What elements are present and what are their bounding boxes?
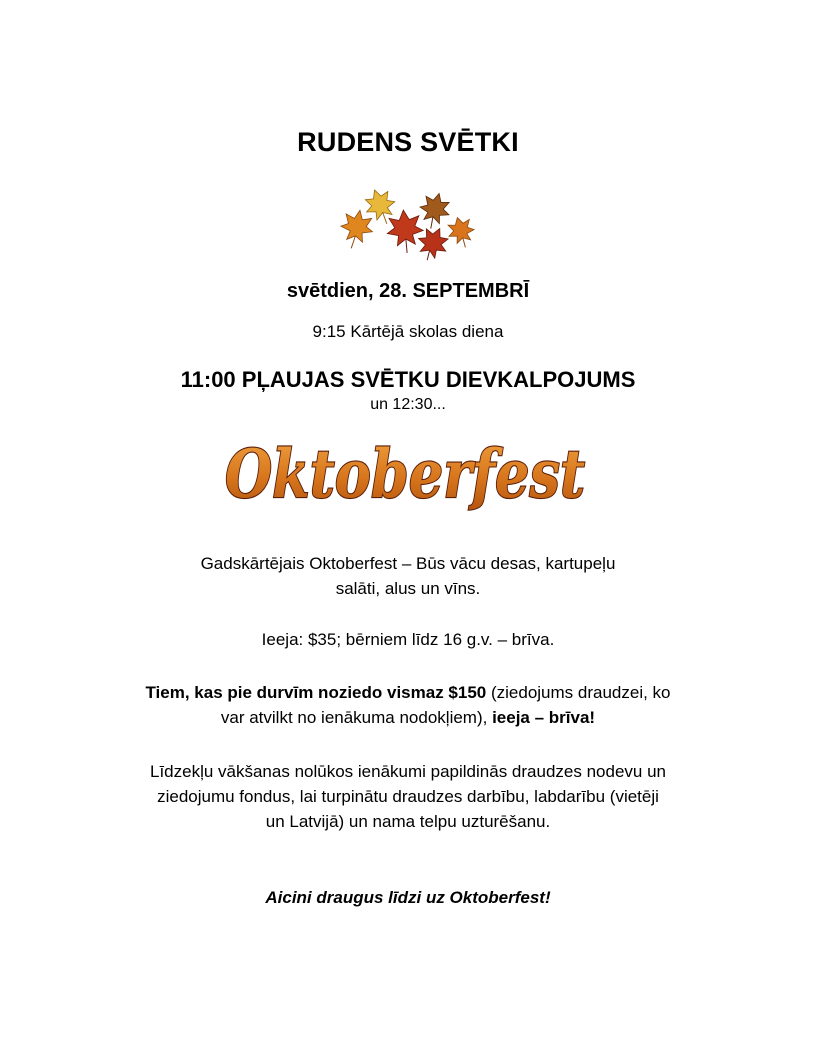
donation-bold-start: Tiem, kas pie durvīm noziedo vismaz $150	[145, 683, 487, 702]
donation-paragraph	[90, 680, 726, 730]
event-date: svētdien, 28. SEPTEMBRĪ	[286, 280, 530, 302]
fundraising-line-1: Līdzekļu vākšanas nolūkos ienākumi papildinās draudzes nodevu un	[149, 762, 666, 781]
fundraising-line-2: ziedojumu fondus, lai turpinātu draudzes darbību, labdarību (vietēji	[157, 787, 659, 806]
autumn-leaves-icon	[335, 185, 480, 267]
description-line-2: salāti, alus un vīns.	[335, 579, 481, 598]
and-time: un 12:30...	[370, 396, 446, 413]
invitation: Aicini draugus līdzi uz Oktoberfest!	[265, 888, 551, 907]
fundraising-paragraph	[100, 759, 716, 834]
school-day-time: 9:15 Kārtējā skolas diena	[312, 322, 504, 341]
donation-bold-end: ieeja – brīva!	[492, 708, 596, 727]
entry-fee: Ieeja: $35; bērniem līdz 16 g.v. – brīva.	[261, 630, 555, 649]
page-title: RUDENS SVĒTKI	[297, 127, 519, 157]
donation-middle-2: var atvilkt no ienākuma nodokļiem),	[220, 708, 493, 727]
service-heading: 11:00 PĻAUJAS SVĒTKU DIEVKALPOJUMS	[180, 367, 636, 392]
description-paragraph	[170, 551, 646, 601]
oktoberfest-logo	[218, 425, 593, 525]
fundraising-line-3: un Latvijā) un nama telpu uzturēšanu.	[265, 812, 551, 831]
donation-middle-1: (ziedojums draudzei, ko	[486, 683, 671, 702]
description-line-1: Gadskārtējais Oktoberfest – Būs vācu desas, kartupeļu	[200, 554, 616, 573]
oktoberfest-logo-text: Oktoberfest	[225, 435, 585, 513]
